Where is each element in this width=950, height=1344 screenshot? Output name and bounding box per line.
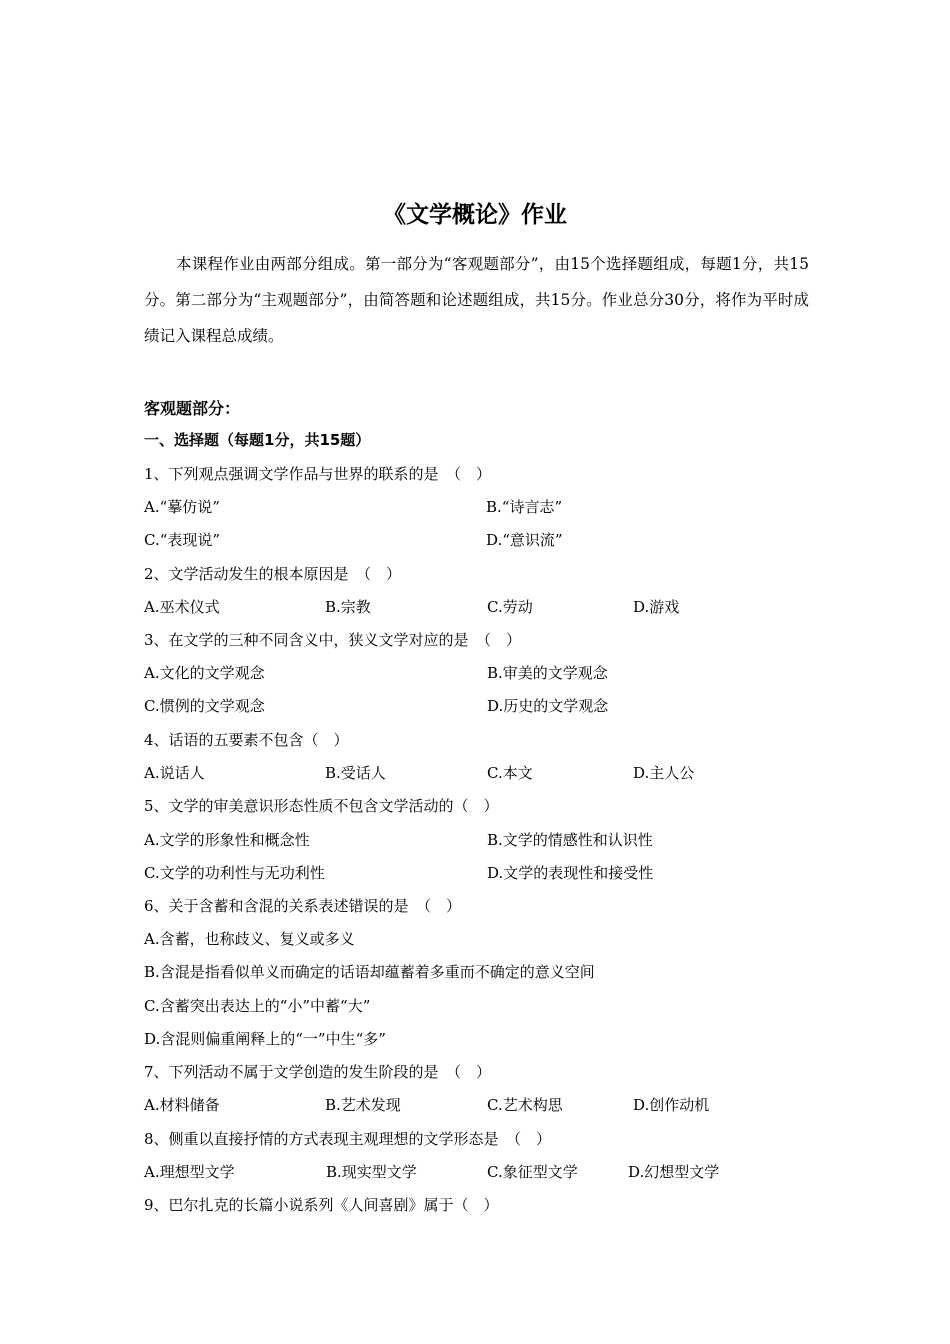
option-2a: A.巫术仪式: [144, 598, 220, 616]
option-6a: A.含蓄，也称歧义、复义或多义: [144, 930, 355, 948]
option-6d: D.含混则偏重阐释上的“一”中生“多”: [144, 1030, 386, 1048]
section-title: 客观题部分：: [144, 399, 241, 418]
option-8a: A.理想型文学: [144, 1163, 235, 1181]
option-2d: D.游戏: [633, 598, 680, 616]
page-title: 《文学概论》作业: [383, 202, 567, 228]
question-9: 9、巴尔扎克的长篇小说系列《人间喜剧》属于（ ）: [144, 1196, 499, 1214]
option-3c: C.惯例的文学观念: [144, 697, 265, 715]
option-3a: A.文化的文学观念: [144, 664, 265, 682]
option-6c: C.含蓄突出表达上的“小”中蓄“大”: [144, 997, 371, 1015]
option-1b: B.“诗言志”: [486, 498, 563, 516]
option-1c: C.“表现说”: [144, 531, 221, 549]
subsection-title: 一、选择题（每题1分，共15题）: [144, 431, 371, 449]
option-8c: C.象征型文学: [487, 1163, 578, 1181]
option-2b: B.宗教: [325, 598, 371, 616]
option-5c: C.文学的功利性与无功利性: [144, 864, 325, 882]
option-3b: B.审美的文学观念: [487, 664, 608, 682]
question-8: 8、侧重以直接抒情的方式表现主观理想的文学形态是 （ ）: [144, 1130, 552, 1148]
intro-paragraph: 本课程作业由两部分组成。第一部分为“客观题部分”，由15个选择题组成，每题1分，共15分。第二部分为“主观题部分”，由简答题和论述题组成，共15分。作业总分30分，将作为平时成绩记入课程总成绩。: [144, 255, 809, 345]
option-1d: D.“意识流”: [486, 531, 563, 549]
question-4: 4、话语的五要素不包含（ ）: [144, 731, 349, 749]
option-3d: D.历史的文学观念: [487, 697, 609, 715]
option-8d: D.幻想型文学: [628, 1163, 720, 1181]
option-8b: B.现实型文学: [326, 1163, 417, 1181]
option-7c: C.艺术构思: [487, 1096, 563, 1114]
question-6: 6、关于含蓄和含混的关系表述错误的是 （ ）: [144, 897, 462, 915]
question-1: 1、下列观点强调文学作品与世界的联系的是 （ ）: [144, 465, 492, 483]
option-4b: B.受话人: [325, 764, 386, 782]
option-5d: D.文学的表现性和接受性: [487, 864, 654, 882]
option-2c: C.劳动: [487, 598, 533, 616]
option-4d: D.主人公: [633, 764, 695, 782]
option-1a: A.“摹仿说”: [144, 498, 220, 516]
question-3: 3、在文学的三种不同含义中，狭义文学对应的是 （ ）: [144, 631, 522, 649]
option-7b: B.艺术发现: [325, 1096, 401, 1114]
option-7d: D.创作动机: [633, 1096, 710, 1114]
question-5: 5、文学的审美意识形态性质不包含文学活动的（ ）: [144, 797, 499, 815]
option-6b: B.含混是指看似单义而确定的话语却蕴蓄着多重而不确定的意义空间: [144, 963, 595, 981]
option-5a: A.文学的形象性和概念性: [144, 831, 310, 849]
question-7: 7、下列活动不属于文学创造的发生阶段的是 （ ）: [144, 1063, 492, 1081]
option-4c: C.本文: [487, 764, 533, 782]
question-2: 2、文学活动发生的根本原因是 （ ）: [144, 565, 402, 583]
option-4a: A.说话人: [144, 764, 205, 782]
option-5b: B.文学的情感性和认识性: [487, 831, 653, 849]
option-7a: A.材料储备: [144, 1096, 220, 1114]
